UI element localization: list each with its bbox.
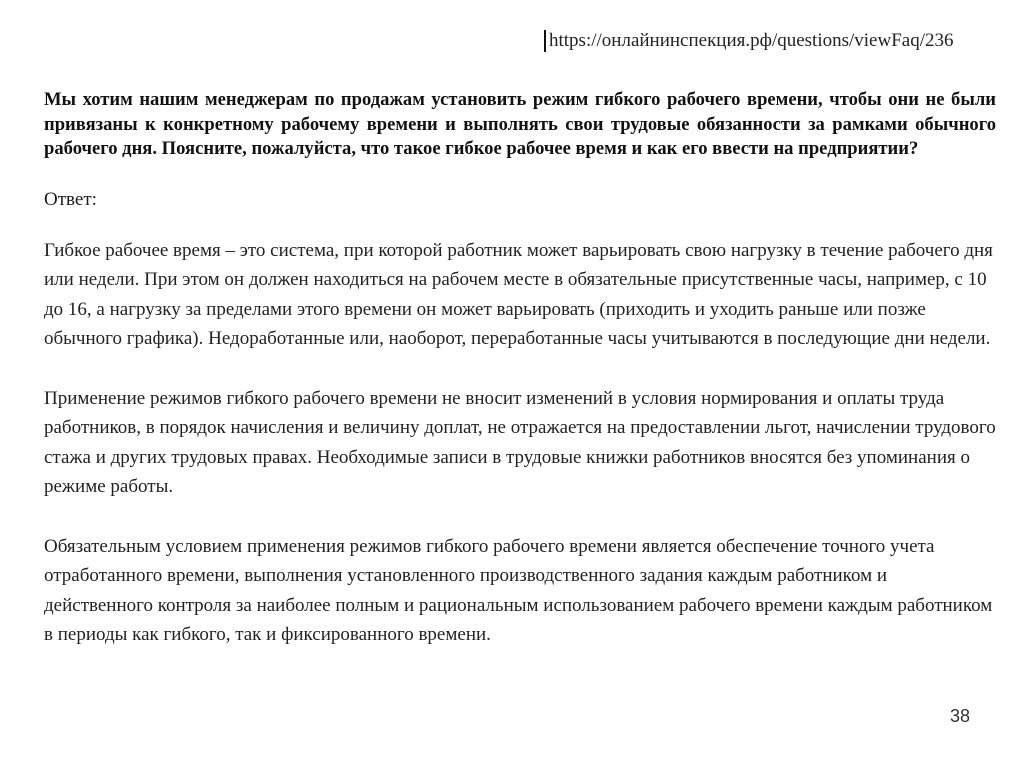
source-url: https://онлайнинспекция.рф/questions/viewFaq/236 bbox=[544, 30, 954, 52]
page-number: 38 bbox=[949, 706, 970, 726]
slide-content bbox=[44, 88, 996, 650]
answer-paragraph-1: Гибкое рабочее время – это система, при которой работник может варьировать свою нагрузку в течение рабочего дня или недели. При этом он должен находиться на рабочем месте в обязательные присутственные часы, например, с 10 до 16, а нагрузку за пределами этого времени он может варьировать (приходить и уходить раньше или позже обычного графика). Недоработанные или, наоборот, переработанные часы учитываются в последующие дни недели. bbox=[44, 239, 993, 349]
answer-paragraph-2: Применение режимов гибкого рабочего времени не вносит изменений в условия нормирования и оплаты труда работников, в порядок начисления и величину доплат, не отражается на предоставлении льгот, начислении трудового стажа и других трудовых правах. Необходимые записи в трудовые книжки работников вносятся без упоминания о режиме работы. bbox=[44, 387, 996, 497]
answer-label: Ответ: bbox=[44, 188, 97, 210]
question-text: Мы хотим нашим менеджерам по продажам установить режим гибкого рабочего времени, чтобы они не были привязаны к конкретному рабочему времени и выполнять свои трудовые обязанности за рамками обычного рабочего дня. Поясните, пожалуйста, что такое гибкое рабочее время и как его ввести на предприятии? bbox=[44, 89, 996, 159]
answer-paragraph-3: Обязательным условием применения режимов гибкого рабочего времени является обеспечение точного учета отработанного времени, выполнения установленного производственного задания каждым работником и действенного контроля за наиболее полным и рациональным использованием рабочего времени каждым работником в периоды как гибкого, так и фиксированного времени. bbox=[44, 535, 993, 645]
